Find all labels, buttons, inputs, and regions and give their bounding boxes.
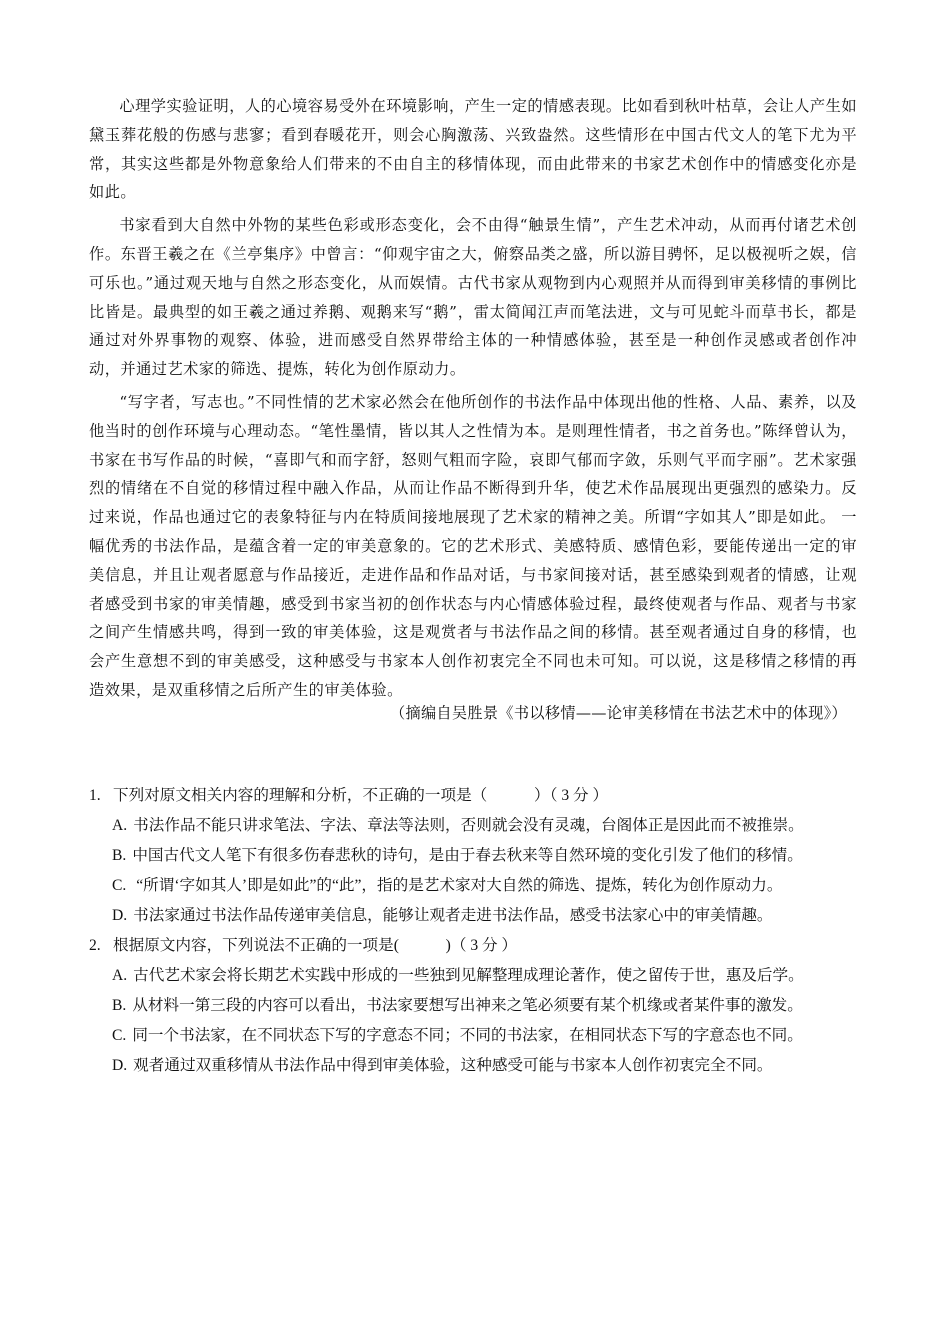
option-b (112, 993, 859, 1019)
option-c (112, 873, 859, 899)
option-letter: A. (112, 967, 128, 984)
option-text: 观者通过双重移情从书法作品中得到审美体验，这种感受可能与书家本人创作初衷完全不同。 (133, 1057, 773, 1074)
question-number: 2. (89, 937, 101, 954)
question-stem (89, 933, 859, 959)
option-letter: D. (112, 1057, 128, 1074)
option-text: 古代艺术家会将长期艺术实践中形成的一些独到见解整理成理论著作，使之留传于世，惠及后学。 (133, 967, 804, 984)
option-letter: C. (112, 877, 127, 894)
option-c (112, 1023, 859, 1049)
option-letter: A. (112, 817, 128, 834)
option-a (112, 963, 859, 989)
option-text: 从材料一第三段的内容可以看出，书法家要想写出神来之笔必须要有某个机缘或者某件事的激发。 (132, 997, 803, 1014)
passage-source: （摘编自吴胜景《书以移情——论审美移情在书法艺术中的体现》） (389, 704, 847, 722)
option-text: 书法作品不能只讲求笔法、字法、章法等法则，否则就会没有灵魂，台阁体正是因此而不被推崇。 (133, 817, 804, 834)
question-text: 根据原文内容，下列说法不正确的一项是( )（ 3 分 ） (113, 937, 518, 954)
option-letter: C. (112, 1027, 127, 1044)
option-text: “所谓‘字如其人’即是如此”的“此”，指的是艺术家对大自然的筛选、提炼，转化为创作原动力。 (132, 877, 783, 894)
option-d (112, 1053, 859, 1079)
option-letter: D. (112, 907, 128, 924)
option-text: 同一个书法家，在不同状态下写的字意态不同；不同的书法家，在相同状态下写的字意态也不同。 (132, 1027, 803, 1044)
reading-passage (89, 92, 857, 709)
passage-paragraph-3: “写字者，写志也。”不同性情的艺术家必然会在他所创作的书法作品中体现出他的性格、人品、素养，以及他当时的创作环境与心理动态。“笔性墨情，皆以其人之性情为本。是则理性情者，书之首务也。”陈绎曾认为，书家在书写作品的时候，“喜即气和而字舒，怒则气粗而字险，哀即气郁而字敛，乐则气平而字丽”。艺术家强烈的情绪在不自觉的移情过程中融入作品，从而让作品不断得到升华，使艺术作品展现出更强烈的感染力。反过来说，作品也通过它的表象特征与内在特质间接地展现了艺术家的精神之美。所谓“字如其人”即是如此。 一幅优秀的书法作品，是蕴含着一定的审美意象的。它的艺术形式、美感特质、感情色彩，要能传递出一定的审美信息，并且让观者愿意与作品接近，走进作品和作品对话，与书家间接对话，甚至感染到观者的情感，让观者感受到书家的审美情趣，感受到书家当初的创作状态与内心情感体验过程，最终使观者与作品、观者与书家之间产生情感共鸣，得到一致的审美体验，这是观赏者与书法作品之间的移情。甚至观者通过自身的移情，也会产生意想不到的审美感受，这种感受与书家本人创作初衷完全不同也未可知。可以说，这是移情之移情的再造效果，是双重移情之后所产生的审美体验。 (89, 392, 857, 699)
option-b (112, 843, 859, 869)
option-d (112, 903, 859, 929)
passage-paragraph-1: 心理学实验证明，人的心境容易受外在环境影响，产生一定的情感表现。比如看到秋叶枯草，会让人产生如黛玉葬花般的伤感与悲寥；看到春暖花开，则会心胸激荡、兴致盎然。这些情形在中国古代文人的笔下尤为平常，其实这些都是外物意象给人们带来的不由自主的移情体现，而由此带来的书家艺术创作中的情感变化亦是如此。 (89, 97, 857, 202)
question-number: 1. (89, 787, 101, 804)
option-text: 书法家通过书法作品传递审美信息，能够让观者走进书法作品，感受书法家心中的审美情趣。 (133, 907, 773, 924)
question-list (89, 783, 859, 1083)
option-letter: B. (112, 997, 127, 1014)
option-a (112, 813, 859, 839)
question-2 (89, 933, 859, 1079)
question-1 (89, 783, 859, 929)
option-letter: B. (112, 847, 127, 864)
option-text: 中国古代文人笔下有很多伤春悲秋的诗句，是由于春去秋来等自然环境的变化引发了他们的移情。 (132, 847, 803, 864)
passage-paragraph-2: 书家看到大自然中外物的某些色彩或形态变化，会不由得“触景生情”，产生艺术冲动，从而再付诸艺术创作。东晋王羲之在《兰亭集序》中曾言：“仰观宇宙之大，俯察品类之盛，所以游目骋怀，足以极视听之娱，信可乐也。”通过观天地与自然之形态变化，从而娱情。古代书家从观物到内心观照并从而得到审美移情的事例比比皆是。最典型的如王羲之通过养鹅、观鹅来写“鹅”，雷太简闻江声而笔法进，文与可见蛇斗而草书长，都是通过对外界事物的观察、体验，进而感受自然界带给主体的一种情感体验，甚至是一种创作灵感或者创作冲动，并通过艺术家的筛选、提炼，转化为创作原动力。 (89, 216, 857, 379)
question-stem (89, 783, 859, 809)
question-text: 下列对原文相关内容的理解和分析，不正确的一项是（ ）（ 3 分 ） (113, 787, 609, 804)
